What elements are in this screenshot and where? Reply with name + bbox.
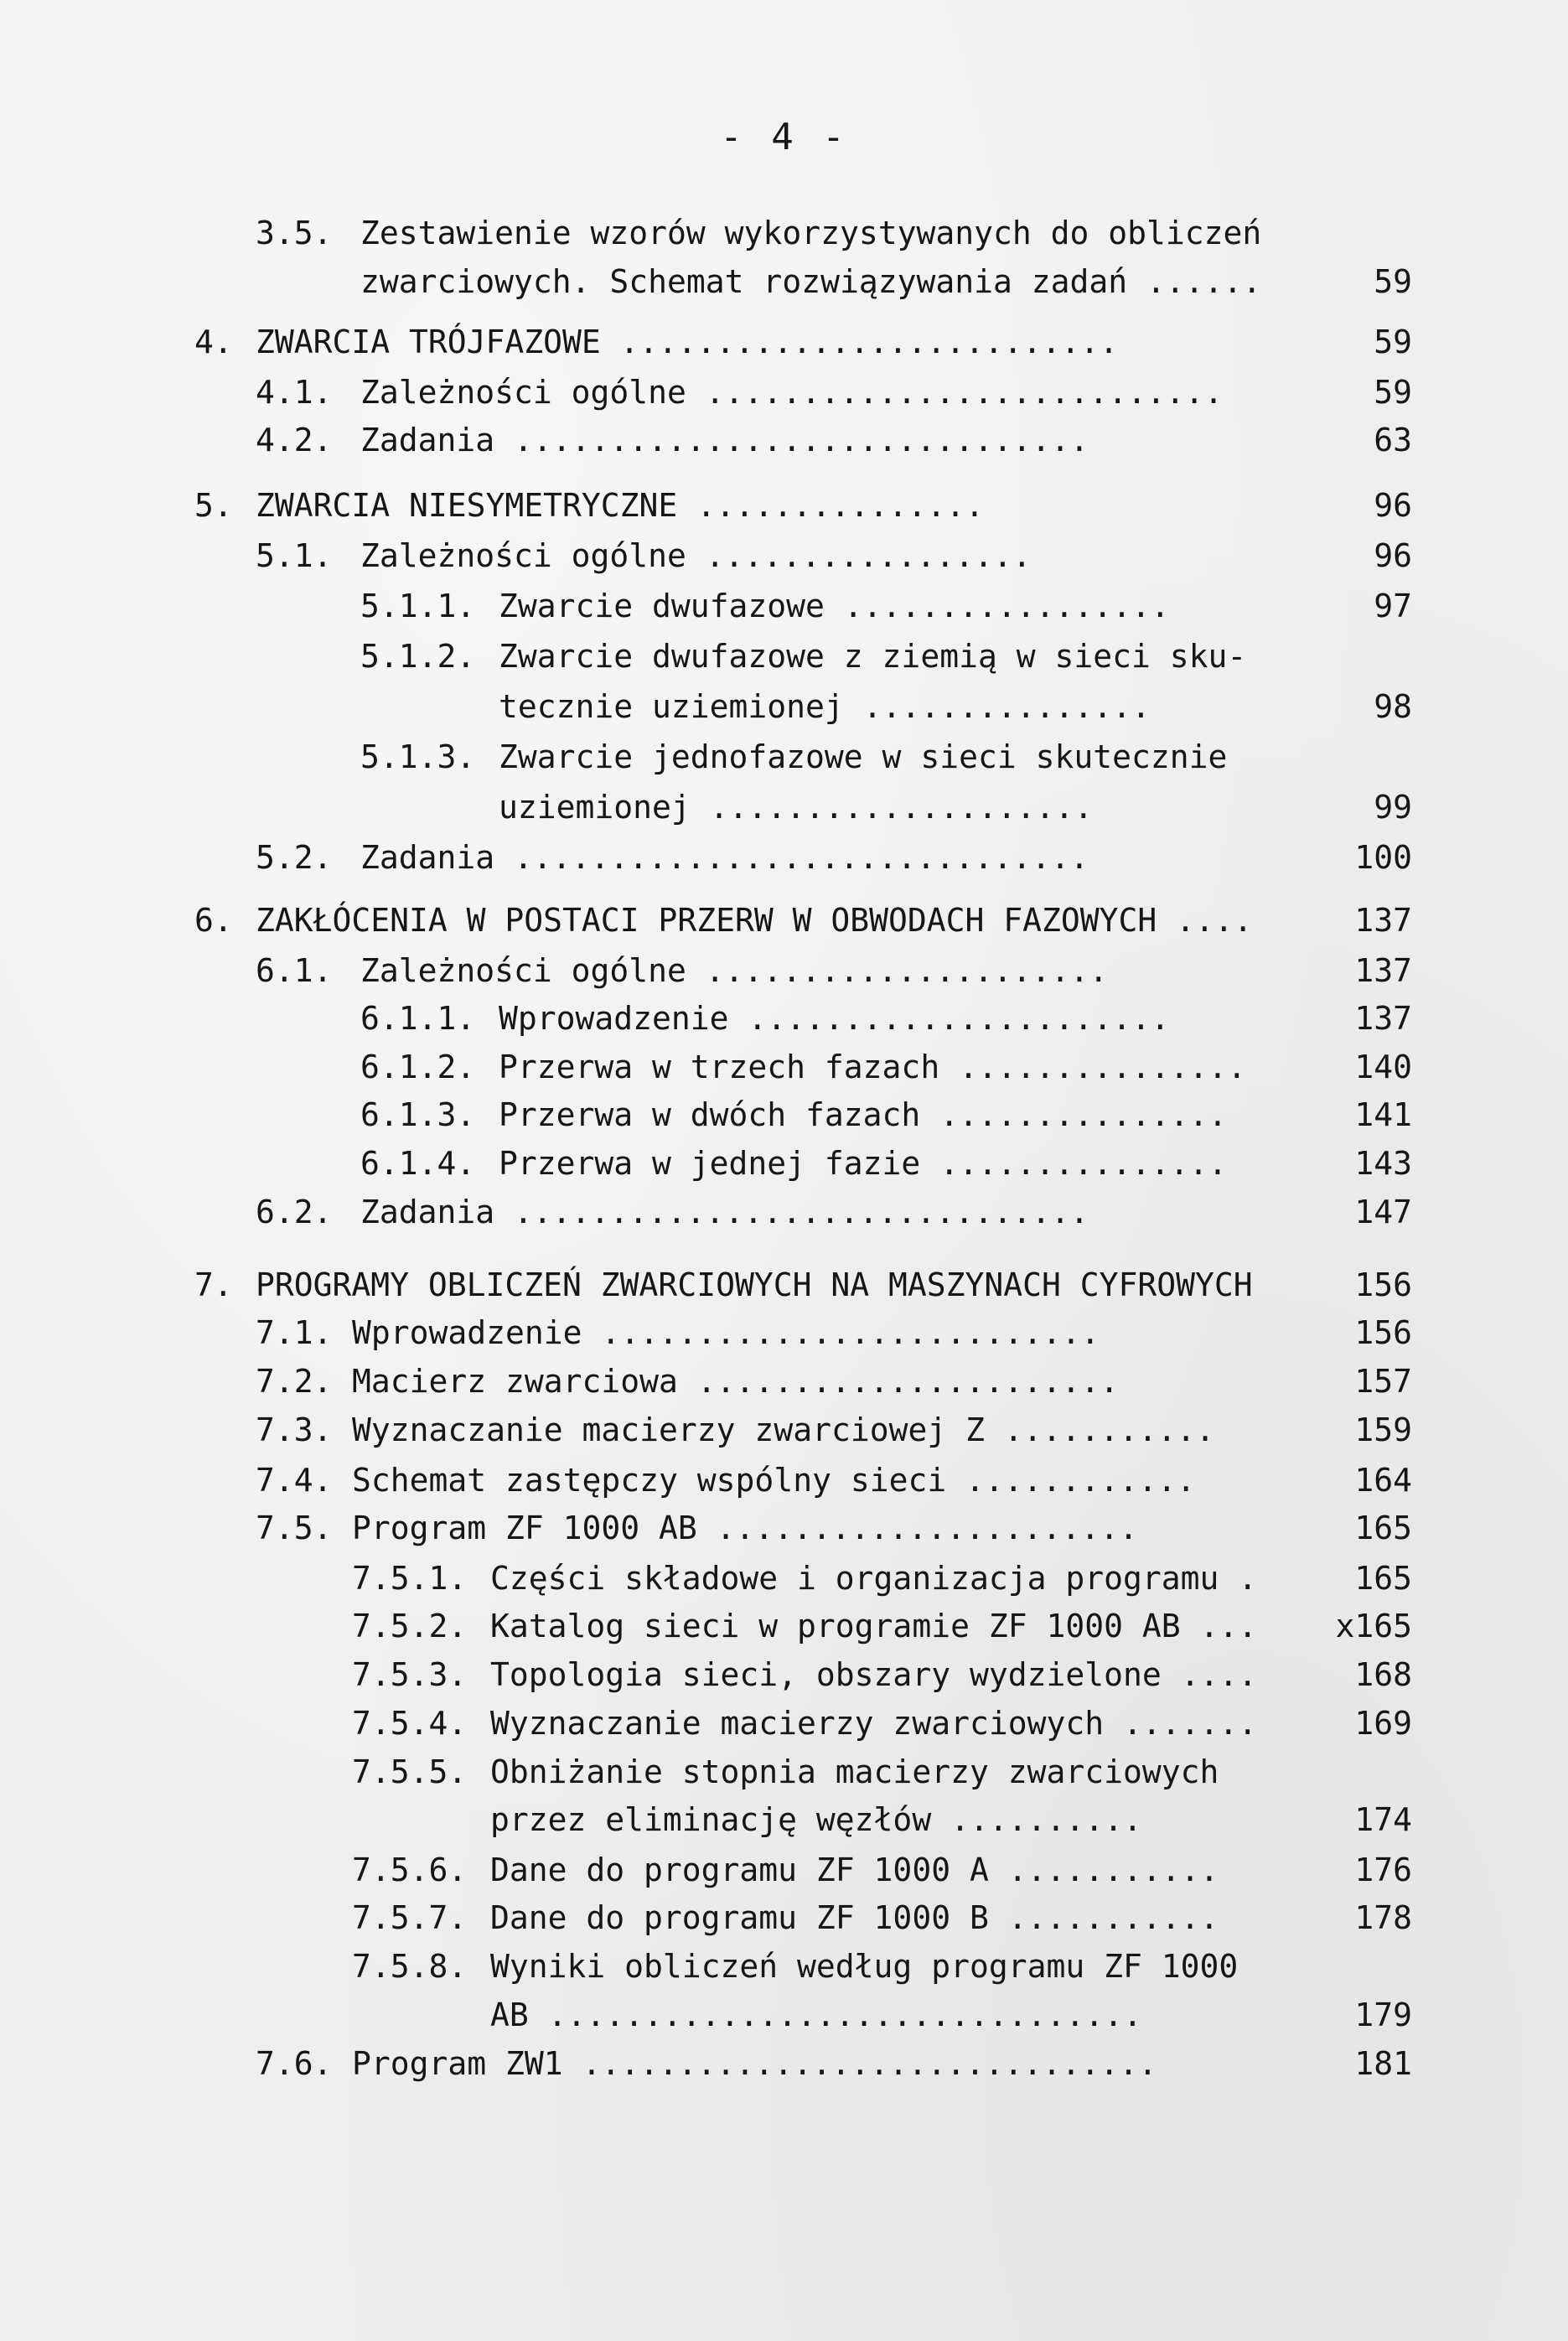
toc-entry-number: 7.5.3. <box>352 1656 468 1693</box>
toc-entry <box>0 1140 1568 1187</box>
toc-entry-page: 59 <box>1374 374 1412 411</box>
toc-entry-number: 7.1. <box>256 1314 333 1351</box>
page-number: - 4 - <box>720 116 848 158</box>
toc-entry-number: 5.1.2. <box>360 638 476 675</box>
toc-entry <box>0 2040 1568 2087</box>
toc-entry-page: 164 <box>1354 1462 1412 1499</box>
toc-entry-title: Macierz zwarciowa ...................... <box>352 1363 1120 1400</box>
toc-entry-title: ZWARCIA NIESYMETRYCZNE ............... <box>256 487 985 524</box>
toc-entry-title: Przerwa w jednej fazie ............... <box>499 1145 1228 1182</box>
toc-entry-page: 96 <box>1374 487 1412 524</box>
toc-entry-number: 7.4. <box>256 1462 333 1499</box>
toc-entry-number: 6.2. <box>256 1194 333 1230</box>
toc-entry-page: 174 <box>1354 1801 1412 1838</box>
toc-entry-number: 7.2. <box>256 1363 333 1400</box>
toc-entry <box>0 1044 1568 1090</box>
toc-entry-page: 141 <box>1354 1096 1412 1133</box>
toc-entry-title: uziemionej .................... <box>499 789 1094 826</box>
toc-entry <box>0 1309 1568 1356</box>
toc-entry-title: Wyznaczanie macierzy zwarciowych ....... <box>490 1705 1258 1742</box>
toc-entry-page: 176 <box>1354 1852 1412 1888</box>
toc-entry-title: Dane do programu ZF 1000 A ........... <box>490 1852 1219 1888</box>
toc-entry <box>0 532 1568 579</box>
toc-entry-title: Wyznaczanie macierzy zwarciowej Z ........... <box>352 1411 1215 1448</box>
toc-entry-number: 6.1.1. <box>360 1000 476 1037</box>
toc-entry-number: 7.5.4. <box>352 1705 468 1742</box>
toc-entry-title: Zwarcie jednofazowe w sieci skutecznie <box>499 738 1228 775</box>
toc-entry <box>0 1748 1568 1795</box>
toc-entry <box>0 482 1568 529</box>
toc-entry-page: x165 <box>1335 1608 1412 1644</box>
toc-entry-number: 7.5.6. <box>352 1852 468 1888</box>
toc-entry-title: Wprowadzenie .......................... <box>352 1314 1100 1351</box>
toc-entry-title: Zwarcie dwufazowe ................. <box>499 588 1170 624</box>
toc-entry <box>0 1358 1568 1405</box>
toc-entry-page: 137 <box>1354 952 1412 989</box>
toc-entry <box>0 683 1568 730</box>
toc-entry-title: Dane do programu ZF 1000 B ........... <box>490 1899 1219 1936</box>
toc-entry <box>0 417 1568 464</box>
toc-entry-title: Program ZW1 .............................. <box>352 2045 1157 2082</box>
toc-entry-title: Zależności ogólne ................. <box>360 537 1032 574</box>
toc-entry-title: Zależności ogólne ........................... <box>360 374 1224 411</box>
toc-entry <box>0 897 1568 944</box>
toc-entry <box>0 258 1568 305</box>
toc-entry-page: 99 <box>1374 789 1412 826</box>
toc-entry <box>0 1189 1568 1235</box>
toc-entry-page: 169 <box>1354 1705 1412 1742</box>
toc-entry-page: 59 <box>1374 324 1412 360</box>
toc-entry-title: Przerwa w dwóch fazach ............... <box>499 1096 1228 1133</box>
toc-entry-number: 4. <box>194 324 233 360</box>
toc-entry-number: 6.1.2. <box>360 1049 476 1085</box>
toc-entry <box>0 1991 1568 2038</box>
toc-entry-number: 7.3. <box>256 1411 333 1448</box>
toc-entry-page: 181 <box>1354 2045 1412 2082</box>
toc-entry-number: 6.1.4. <box>360 1145 476 1182</box>
toc-entry-title: Topologia sieci, obszary wydzielone .... <box>490 1656 1258 1693</box>
toc-entry-title: zwarciowych. Schemat rozwiązywania zadań ...... <box>360 263 1262 300</box>
toc-entry-page: 59 <box>1374 263 1412 300</box>
toc-entry-title: Wprowadzenie ...................... <box>499 1000 1170 1037</box>
toc-entry-number: 6.1. <box>256 952 333 989</box>
toc-entry <box>0 1091 1568 1138</box>
toc-entry-title: Zestawienie wzorów wykorzystywanych do obliczeń <box>360 215 1262 251</box>
toc-entry <box>0 583 1568 629</box>
toc-entry-title: Przerwa w trzech fazach ............... <box>499 1049 1247 1085</box>
toc-entry-page: 156 <box>1354 1266 1412 1303</box>
toc-entry-title: Program ZF 1000 AB ...................... <box>352 1510 1138 1546</box>
toc-entry-number: 7.5.5. <box>352 1753 468 1790</box>
toc-entry <box>0 1796 1568 1843</box>
toc-entry-title: Wyniki obliczeń według programu ZF 1000 <box>490 1948 1239 1985</box>
toc-entry-title: ZAKŁÓCENIA W POSTACI PRZERW W OBWODACH FAZOWYCH .... <box>256 902 1253 939</box>
toc-entry-page: 179 <box>1354 1997 1412 2033</box>
toc-entry-number: 4.1. <box>256 374 333 411</box>
toc-entry-title: PROGRAMY OBLICZEŃ ZWARCIOWYCH NA MASZYNACH CYFROWYCH <box>256 1266 1253 1303</box>
toc-entry-number: 7.6. <box>256 2045 333 2082</box>
toc-entry-number: 7.5.8. <box>352 1948 468 1985</box>
toc-entry-number: 5.1.1. <box>360 588 476 624</box>
toc-entry <box>0 210 1568 256</box>
toc-entry <box>0 834 1568 881</box>
toc-entry-title: przez eliminację węzłów .......... <box>490 1801 1142 1838</box>
toc-entry <box>0 1603 1568 1650</box>
toc-entry <box>0 633 1568 680</box>
toc-entry <box>0 1894 1568 1941</box>
toc-entry-page: 97 <box>1374 588 1412 624</box>
toc-entry-number: 6. <box>194 902 233 939</box>
toc-entry <box>0 784 1568 831</box>
toc-entry <box>0 733 1568 780</box>
toc-entry-number: 4.2. <box>256 422 333 458</box>
toc-entry-page: 159 <box>1354 1411 1412 1448</box>
toc-entry <box>0 1406 1568 1453</box>
toc-entry-title: Zadania .............................. <box>360 1194 1089 1230</box>
toc-entry-number: 5. <box>194 487 233 524</box>
toc-entry-number: 5.1. <box>256 537 333 574</box>
toc-entry-page: 140 <box>1354 1049 1412 1085</box>
toc-entry <box>0 1651 1568 1698</box>
toc-entry <box>0 1700 1568 1747</box>
toc-entry-page: 147 <box>1354 1194 1412 1230</box>
toc-entry-page: 143 <box>1354 1145 1412 1182</box>
toc-entry-number: 7.5.2. <box>352 1608 468 1644</box>
toc-entry-number: 7. <box>194 1266 233 1303</box>
toc-entry-page: 100 <box>1354 839 1412 876</box>
toc-entry-title: Schemat zastępczy wspólny sieci ............ <box>352 1462 1196 1499</box>
toc-entry-number: 3.5. <box>256 215 333 251</box>
toc-entry <box>0 1846 1568 1893</box>
toc-entry-page: 137 <box>1354 902 1412 939</box>
toc-entry-page: 96 <box>1374 537 1412 574</box>
toc-entry <box>0 1555 1568 1602</box>
toc-entry-number: 6.1.3. <box>360 1096 476 1133</box>
toc-entry-number: 7.5.7. <box>352 1899 468 1936</box>
toc-entry <box>0 1261 1568 1308</box>
toc-entry-page: 63 <box>1374 422 1412 458</box>
toc-entry-title: Zadania .............................. <box>360 839 1089 876</box>
toc-entry <box>0 1505 1568 1551</box>
toc-entry-page: 157 <box>1354 1363 1412 1400</box>
toc-entry-number: 7.5. <box>256 1510 333 1546</box>
toc-entry <box>0 1943 1568 1990</box>
toc-entry-title: Zadania .............................. <box>360 422 1089 458</box>
toc-entry-page: 156 <box>1354 1314 1412 1351</box>
toc-entry-title: Obniżanie stopnia macierzy zwarciowych <box>490 1753 1219 1790</box>
toc-entry-page: 165 <box>1354 1510 1412 1546</box>
toc-entry-title: Katalog sieci w programie ZF 1000 AB ... <box>490 1608 1258 1644</box>
toc-entry-page: 178 <box>1354 1899 1412 1936</box>
toc-entry-title: Zależności ogólne ..................... <box>360 952 1109 989</box>
toc-entry-number: 7.5.1. <box>352 1560 468 1597</box>
toc-entry-number: 5.2. <box>256 839 333 876</box>
toc-entry-page: 168 <box>1354 1656 1412 1693</box>
toc-entry-title: ZWARCIA TRÓJFAZOWE .......................... <box>256 324 1119 360</box>
toc-entry-number: 5.1.3. <box>360 738 476 775</box>
toc-entry-title: Części składowe i organizacja programu . <box>490 1560 1258 1597</box>
toc-entry-page: 137 <box>1354 1000 1412 1037</box>
toc-entry <box>0 369 1568 416</box>
toc-entry-page: 165 <box>1354 1560 1412 1597</box>
toc-entry <box>0 995 1568 1042</box>
toc-entry <box>0 1457 1568 1504</box>
toc-entry <box>0 947 1568 994</box>
toc-entry-page: 98 <box>1374 688 1412 725</box>
toc-entry-title: Zwarcie dwufazowe z ziemią w sieci sku- <box>499 638 1247 675</box>
toc-entry <box>0 319 1568 365</box>
toc-entry-title: tecznie uziemionej ............... <box>499 688 1151 725</box>
toc-entry-title: AB ............................... <box>490 1997 1142 2033</box>
